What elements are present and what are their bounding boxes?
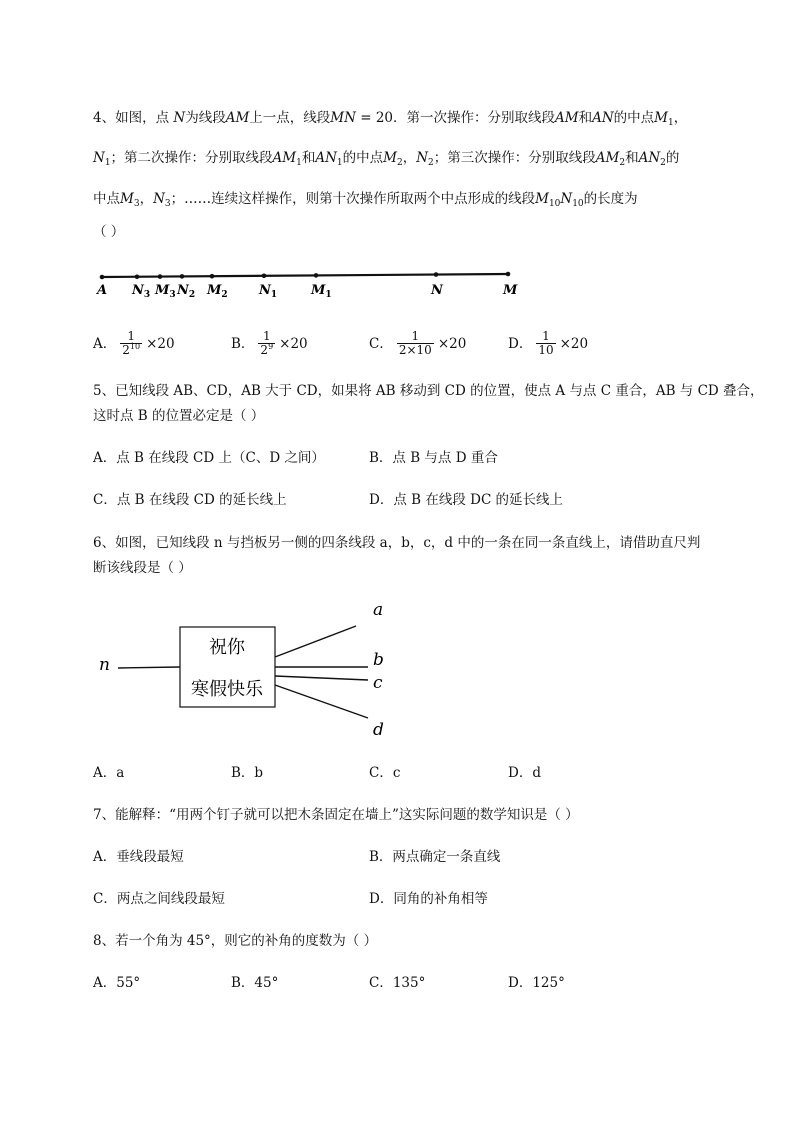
var-n: N <box>153 191 165 207</box>
var-n: N <box>93 150 105 166</box>
var-m: M <box>535 191 549 207</box>
var-am: AM <box>595 150 620 166</box>
q6-option-a[interactable]: A．a <box>93 765 125 781</box>
var-mn: MN <box>330 110 356 126</box>
subscript: 10 <box>572 199 584 209</box>
text: = 20．第一次操作：分别取线段 <box>355 110 555 126</box>
var-am: AM <box>555 110 579 126</box>
q6-line1: 6、如图，已知线段 n 与挡板另一侧的四条线段 a，b，c，d 中的一条在同一条直线上，请借助直尺判 <box>93 535 701 551</box>
numerator: 1 <box>120 330 142 344</box>
q5-option-c[interactable]: C．点 B 在线段 CD 的延长线上 <box>93 492 287 508</box>
q5-option-b[interactable]: B．点 B 与点 D 重合 <box>369 450 498 466</box>
var-an: AN <box>638 150 661 166</box>
q5-line1: 5、已知线段 AB、CD，AB 大于 CD，如果将 AB 移动到 CD 的位置，使点 A 与点 C 重合，AB 与 CD 叠合， <box>93 383 764 399</box>
segment-c <box>275 676 368 680</box>
text: ， <box>673 110 688 126</box>
text: 的 <box>665 150 680 166</box>
point-label-m2: $M_2$ <box>207 283 228 300</box>
point-m1 <box>314 273 319 278</box>
point-n2 <box>180 274 185 279</box>
fraction <box>536 330 555 357</box>
text: 和 <box>578 110 593 126</box>
den-exponent: 10 <box>129 342 141 351</box>
q6-option-b[interactable]: B．b <box>231 765 264 781</box>
var-m: M <box>120 191 134 207</box>
point-label-n: N <box>431 283 443 298</box>
subscript: 3 <box>164 199 171 209</box>
option-letter: A． <box>93 335 117 352</box>
segment-am <box>102 274 508 277</box>
denominator: 2×10 <box>398 343 432 357</box>
option-letter: B． <box>231 335 255 352</box>
q8-line1: 8、若一个角为 45°，则它的补角的度数为（ ） <box>93 933 378 949</box>
subscript: 2 <box>396 158 403 168</box>
q6-option-c[interactable]: C．c <box>369 765 401 781</box>
text: 的长度为 <box>583 191 638 207</box>
denominator <box>258 344 275 357</box>
label-n: n <box>99 655 110 675</box>
segment-d <box>275 685 368 718</box>
text: 的中点 <box>613 110 655 126</box>
q4-answer-bracket: （ ） <box>93 224 125 240</box>
var-n: N <box>416 150 429 166</box>
text: ；第二次操作：分别取线段 <box>110 150 273 166</box>
q8-option-a[interactable]: A．55° <box>93 975 141 991</box>
var-an: AN <box>592 110 614 126</box>
denominator <box>120 344 142 357</box>
point-n3 <box>135 274 140 279</box>
segment-n <box>118 667 180 668</box>
q6-line2: 断该线段是（ ） <box>93 560 192 576</box>
text: 和 <box>301 150 316 166</box>
point-label-m1: $M_1$ <box>311 283 332 300</box>
den-base: 2 <box>260 343 269 357</box>
segment-a <box>275 626 356 657</box>
var-m: M <box>654 110 668 126</box>
q7-option-a[interactable]: A．垂线段最短 <box>93 849 184 865</box>
label-b: b <box>373 650 384 670</box>
subscript: 1 <box>667 118 674 128</box>
text: ；第三次操作：分别取线段 <box>433 150 596 166</box>
fraction <box>397 330 434 357</box>
point-label-m: M <box>503 283 518 298</box>
text: 和 <box>625 150 639 166</box>
point-label-n2: $N_2$ <box>177 283 196 300</box>
point-label-a: A <box>97 283 108 298</box>
option-tail: ×20 <box>279 335 308 352</box>
q4-line2 <box>93 148 679 168</box>
denominator: 10 <box>538 343 554 357</box>
point-label-n3: $N_3$ <box>132 283 151 300</box>
text: ， <box>402 150 417 166</box>
q7-line1: 7、能解释：“用两个钉子就可以把木条固定在墙上”这实际问题的数学知识是（ ） <box>93 807 579 823</box>
q7-option-c[interactable]: C．两点之间线段最短 <box>93 891 225 907</box>
q4-line3 <box>93 189 638 209</box>
point-m2 <box>210 274 215 279</box>
fraction <box>120 330 142 357</box>
text: 中点 <box>93 191 120 207</box>
point-label-m3: $M_3$ <box>155 283 176 300</box>
point-a <box>100 275 105 280</box>
subscript: 10 <box>548 199 561 209</box>
q5-option-d[interactable]: D．点 B 在线段 DC 的延长线上 <box>369 492 564 508</box>
q6-option-d[interactable]: D．d <box>508 765 541 781</box>
den-base: 2 <box>122 343 130 357</box>
q4-option-c[interactable] <box>369 330 466 357</box>
label-d: d <box>373 720 384 740</box>
var-am: AM <box>272 150 297 166</box>
point-m3 <box>158 274 163 279</box>
option-tail: ×20 <box>437 335 467 352</box>
board-text-1: 祝你 <box>209 637 245 658</box>
subscript: 3 <box>133 199 140 209</box>
subscript: 2 <box>660 158 666 168</box>
point-n1 <box>262 274 267 279</box>
subscript: 1 <box>296 158 302 168</box>
label-c: c <box>373 673 383 693</box>
q4-option-d[interactable] <box>508 330 588 357</box>
point-n <box>434 272 439 277</box>
var-n: N <box>560 191 573 207</box>
text: 4、如图，点 <box>93 110 174 126</box>
q8-option-d[interactable]: D．125° <box>508 975 565 991</box>
den-exponent: 9 <box>268 342 274 351</box>
subscript: 1 <box>336 158 343 168</box>
q7-option-d[interactable]: D．同角的补角相等 <box>369 891 488 907</box>
subscript: 2 <box>428 158 434 168</box>
var-m: M <box>383 150 397 166</box>
q4-segment-figure <box>90 264 520 300</box>
var-n: N <box>173 110 186 126</box>
subscript: 2 <box>619 158 626 168</box>
q5-option-a[interactable]: A．点 B 在线段 CD 上（C、D 之间） <box>93 450 325 466</box>
fraction <box>258 330 275 357</box>
numerator: 1 <box>397 330 434 344</box>
q4-option-a[interactable] <box>93 330 175 357</box>
q4-line1 <box>93 108 687 128</box>
text: ；……连续这样操作，则第十次操作所取两个中点形成的线段 <box>170 191 536 207</box>
option-letter: C． <box>369 335 393 352</box>
q7-option-b[interactable]: B．两点确定一条直线 <box>369 849 501 865</box>
option-tail: ×20 <box>146 335 175 352</box>
subscript: 1 <box>104 158 111 168</box>
label-a: a <box>373 600 384 620</box>
text: 上一点，线段 <box>249 110 331 126</box>
q5-line2: 这时点 B 的位置必定是（ ） <box>93 408 265 424</box>
numerator: 1 <box>258 330 275 344</box>
option-letter: D． <box>508 335 533 352</box>
var-am: AM <box>225 110 250 126</box>
text: 的中点 <box>342 150 384 166</box>
point-m <box>506 272 511 277</box>
q8-option-b[interactable]: B．45° <box>231 975 279 991</box>
var-an: AN <box>315 150 337 166</box>
numerator: 1 <box>536 330 555 344</box>
text: ， <box>139 191 154 207</box>
text: 为线段 <box>185 110 226 126</box>
point-label-n1: $N_1$ <box>259 283 278 300</box>
q4-option-b[interactable] <box>231 330 308 357</box>
option-tail: ×20 <box>559 335 589 352</box>
board-text-2: 寒假快乐 <box>191 679 263 700</box>
q6-figure <box>90 596 410 746</box>
q8-option-c[interactable]: C．135° <box>369 975 426 991</box>
